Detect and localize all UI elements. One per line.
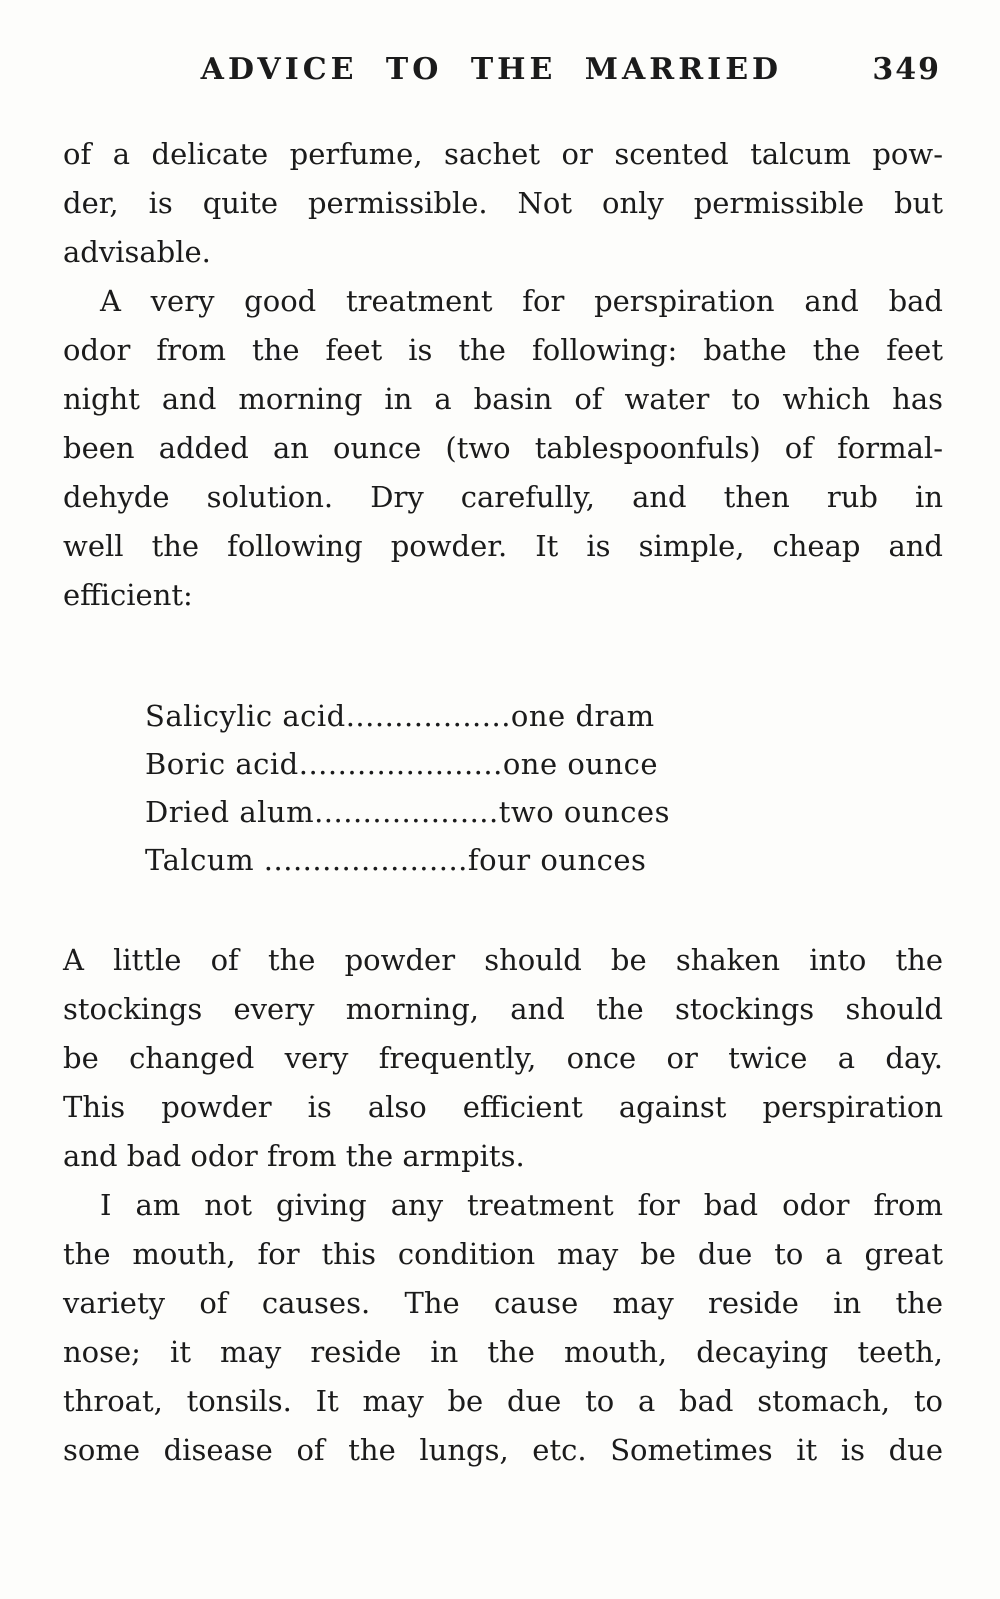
text-line: the mouth, for this condition may be due to a great (63, 1237, 943, 1271)
paragraph (63, 277, 943, 620)
text-line: efficient: (63, 578, 193, 612)
ingredient-line: Dried alum...................two ounces (145, 795, 670, 829)
text-line: been added an ounce (two tablespoonfuls) of formal- (63, 431, 943, 465)
paragraph (63, 1181, 943, 1475)
text-line: A very good treatment for perspiration and bad (100, 284, 943, 318)
text-line: advisable. (63, 235, 211, 269)
paragraph (63, 130, 943, 277)
text-line: variety of causes. The cause may reside in the (63, 1286, 943, 1320)
text-line: and bad odor from the armpits. (63, 1139, 525, 1173)
text-line: odor from the feet is the following: bathe the feet (63, 333, 943, 367)
text-line: of a delicate perfume, sachet or scented talcum pow- (63, 137, 943, 171)
ingredient-line: Salicylic acid.................one dram (145, 699, 655, 733)
text-line: der, is quite permissible. Not only permissible but (63, 186, 943, 220)
text-line: I am not giving any treatment for bad odor from (100, 1188, 943, 1222)
page-number: 349 (872, 52, 941, 87)
text-line: some disease of the lungs, etc. Sometimes it is due (63, 1433, 943, 1467)
paragraph (63, 936, 943, 1181)
text-line: A little of the powder should be shaken into the (63, 943, 943, 977)
running-title: ADVICE TO THE MARRIED (200, 52, 783, 87)
ingredient-line: Boric acid.....................one ounce (145, 747, 659, 781)
text-line: nose; it may reside in the mouth, decaying teeth, (63, 1335, 943, 1369)
page-header (63, 52, 943, 94)
text-line: stockings every morning, and the stockings should (63, 992, 943, 1026)
text-line: night and morning in a basin of water to which has (63, 382, 943, 416)
body-text (63, 130, 943, 1475)
text-line: be changed very frequently, once or twice a day. (63, 1041, 943, 1075)
ingredient-line: Talcum .....................four ounces (145, 843, 647, 877)
text-line: well the following powder. It is simple, cheap and (63, 529, 943, 563)
text-line: throat, tonsils. It may be due to a bad stomach, to (63, 1384, 943, 1418)
text-line: dehyde solution. Dry carefully, and then rub in (63, 480, 943, 514)
ingredient-list (145, 692, 943, 884)
text-line: This powder is also efficient against perspiration (63, 1090, 943, 1124)
